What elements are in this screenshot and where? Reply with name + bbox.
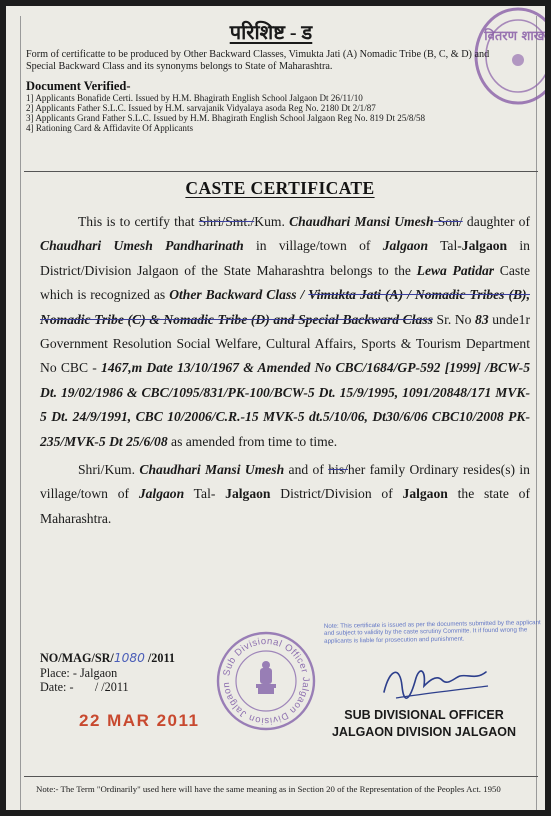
applicant-name: Chaudhari Mansi Umesh [139,462,285,478]
emblem-icon [256,661,276,694]
officer-signature-icon [376,656,496,706]
government-resolution-refs: 1467,m Date 13/10/1967 & Amended No CBC/1684/GP-592 [1999] /BCW-5 Dt. 19/02/1986 & CBC/1095/831/PK-100/BCW-5 Dt. 15/9/1995, 1091/20848/171 MVK-5 Dt. 24/9/1991, CBC 10/2006/C.R.-15 MVK-5 dt.5/10/06, Dt30/6/06 CBC10/2008 PK-235/MVK-5 Dt 25/6/08 [40,360,530,449]
form-intro-text: Form of certificatte to be produced by Other Backward Classes, Vimukta Jati (A) Nomadic Tribe (B, C, & D) and Special Backward Class and its synonyms belongs to State of Maharashtra. [26,49,490,72]
son-struck: Son/ [433,214,463,229]
shri-struck: Shri/ [198,214,226,229]
section-divider [24,171,538,172]
district-name: Jalgaon [402,486,448,502]
village-name: Jalgaon [138,486,185,502]
date-line: Date: - / /2011 [40,680,129,694]
footer-divider [24,776,538,777]
taluka-name: Jalgaon [461,238,508,254]
document-item: 1] Applicants Bonafide Certi. Issued by H.M. Bhagirath English School Jalgaon Dt 26/11/10 [26,93,363,103]
certificate-paragraph-1: This is to certify that Shri/Smt./Kum. Chaudhari Mansi Umesh Son/ daughter of Chaudhari Umesh Pandharinath in village/town of Jalgaon Tal-Jalgaon in District/Division Jalgaon of the State Maharashtra belongs to the Lewa Patidar Caste which is recognized as Other Backward Class / Vimukta Jati (A) / Nomadic Tribes (B), Nomadic Tribe (C) & Nomadic Tribe (D) and Special Backward Class Sr. No 83 unde1r Government Resolution Social Welfare, Cultural Affairs, Sports & Tourism Department No CBC - 1467,m Date 13/10/1967 & Amended No CBC/1684/GP-592 [1999] /BCW-5 Dt. 19/02/1986 & CBC/1095/831/PK-100/BCW-5 Dt. 15/9/1995, 1091/20848/171 MVK-5 Dt. 24/9/1991, CBC 10/2006/C.R.-15 MVK-5 dt.5/10/06, Dt30/6/06 CBC10/2008 PK-235/MVK-5 Dt 25/6/08 as amended from time to time. [40,214,531,449]
document-item: 3] Applicants Grand Father S.L.C. Issued by H.M. Bhagirath English School Jalgaon Reg No. 819 Dt 25/8/58 [26,113,426,123]
official-seal-text: Sub Divisional Officer Jalgaon Division Jalgaon [220,635,312,727]
taluka-name: Jalgaon [225,486,271,502]
handwritten-ref-number: 1080 [113,651,145,665]
village-name: Jalgaon [382,238,429,254]
documents-list [26,93,506,133]
caste-name: Lewa Patidar [416,262,495,278]
certificate-body [40,210,530,531]
top-right-seal-text: वितरण शाखा [484,29,548,44]
document-item: 2] Applicants Father S.L.C. Issued by H.M. sarvajanik Vidyalaya asoda Reg No. 2180 Dt 2/1/87 [26,103,376,113]
serial-number: 83 [475,311,489,327]
place-line: Place: - Jalgaon [40,665,118,680]
applicant-name: Chaudhari Mansi Umesh [289,214,434,229]
documents-heading: Document Verified- [26,79,131,93]
certificate-paragraph-2: Shri/Kum. Chaudhari Mansi Umesh and of his/her family Ordinary resides(s) in village/town of Jalgaon Tal- Jalgaon District/Division of Jalgaon the state of Maharashtra. [40,462,531,526]
his-struck: his/ [328,462,348,478]
document-item: 4] Rationing Card & Affidavite Of Applicants [26,123,194,133]
certificate-title: CASTE CERTIFICATE [185,178,375,198]
verification-stamp-note: Note: This certificate is issued as per the documents submitted by the applicant and subject to validity by the caste scrutiny Committe. It if found wrong the applicants is liable for prosecution and punishment. [323,619,541,645]
issue-date-stamp: 22 MAR 2011 [79,711,200,730]
struck-categories: Vimukta Jati (A) / Nomadic Tribes (B), Nomadic Tribe (C) & Nomadic Tribe (D) and Special Backward Class [40,287,530,327]
reference-number: NO/MAG/SR/1080 /2011 [40,651,175,665]
footer-note: Note:- The Term "Ordinarily" used here will have the same meaning as in Section 20 of the Representation of the Peoples Act. 1950 [36,784,501,794]
parent-name: Chaudhari Umesh Pandharinath [40,238,244,254]
caste-category: Other Backward Class / [169,287,305,303]
officer-designation: SUB DIVISIONAL OFFICER JALGAON DIVISION JALGAON [331,708,517,739]
reference-block [40,651,175,695]
smt-struck: Smt./ [225,214,255,229]
form-annex-title: परिशिष्ट - ड [229,22,313,44]
